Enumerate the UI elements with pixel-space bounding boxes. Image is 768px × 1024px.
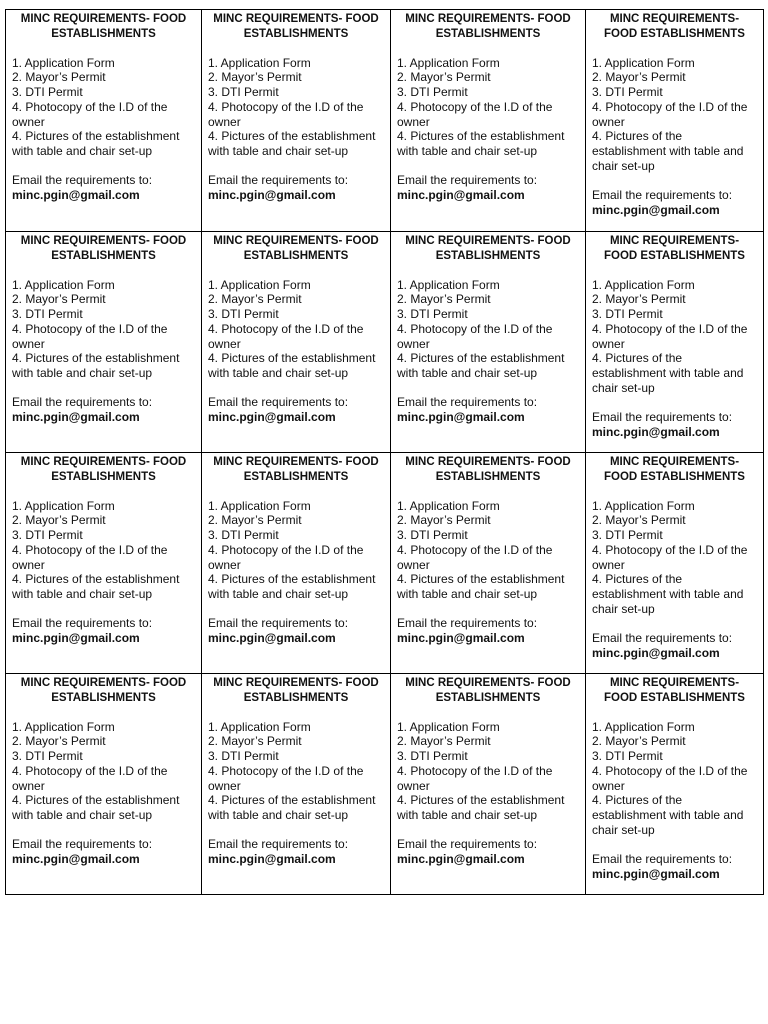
requirement-item: 4. Photocopy of the I.D of the owner	[592, 321, 748, 351]
requirement-item: 1. Application Form	[592, 55, 695, 70]
requirement-item: 3. DTI Permit	[208, 528, 279, 543]
card-title: MINC REQUIREMENTS- FOOD ESTABLISHMENTS	[20, 235, 187, 262]
card-title: MINC REQUIREMENTS- FOOD ESTABLISHMENTS	[20, 677, 187, 704]
requirement-item: 2. Mayor’s Permit	[592, 513, 686, 528]
requirements-list	[592, 720, 757, 838]
requirement-item: 4. Pictures of the establishment with table and chair set-up	[208, 129, 376, 158]
requirement-item: 3. DTI Permit	[208, 85, 279, 100]
email-address: minc.pgin@gmail.com	[12, 631, 140, 645]
requirement-item: 2. Mayor’s Permit	[397, 70, 491, 85]
requirements-list	[12, 278, 195, 381]
requirement-item: 4. Photocopy of the I.D of the owner	[208, 321, 364, 351]
email-instruction: Email the requirements to:	[12, 616, 153, 631]
card-title: MINC REQUIREMENTS- FOOD ESTABLISHMENTS	[604, 677, 745, 704]
requirements-card	[6, 453, 202, 674]
email-instruction: Email the requirements to:	[12, 837, 153, 852]
requirements-list	[397, 720, 579, 823]
requirement-item: 4. Pictures of the establishment with table and chair set-up	[12, 572, 180, 601]
card-title: MINC REQUIREMENTS- FOOD ESTABLISHMENTS	[405, 677, 571, 704]
card-row	[6, 10, 764, 232]
requirements-card	[391, 674, 586, 895]
email-instruction: Email the requirements to:	[397, 173, 538, 188]
email-address: minc.pgin@gmail.com	[208, 188, 336, 202]
requirements-card	[202, 674, 391, 895]
requirements-list	[208, 56, 384, 159]
requirements-list	[208, 278, 384, 381]
requirement-item: 4. Pictures of the establishment with table and chair set-up	[592, 351, 744, 395]
requirement-item: 4. Pictures of the establishment with table and chair set-up	[208, 572, 376, 601]
requirement-item: 3. DTI Permit	[592, 528, 663, 543]
requirement-item: 1. Application Form	[12, 277, 115, 292]
email-address: minc.pgin@gmail.com	[397, 188, 525, 202]
requirement-item: 1. Application Form	[12, 719, 115, 734]
requirements-list	[592, 56, 757, 174]
requirements-list	[208, 499, 384, 602]
requirement-item: 4. Pictures of the establishment with table and chair set-up	[12, 129, 180, 158]
requirement-item: 2. Mayor’s Permit	[12, 292, 106, 307]
email-instruction: Email the requirements to:	[397, 837, 538, 852]
requirements-card	[202, 10, 391, 232]
card-title: MINC REQUIREMENTS- FOOD ESTABLISHMENTS	[213, 456, 379, 483]
email-address: minc.pgin@gmail.com	[208, 410, 336, 424]
email-instruction: Email the requirements to:	[12, 173, 153, 188]
requirement-item: 3. DTI Permit	[592, 85, 663, 100]
card-row	[6, 674, 764, 895]
requirement-item: 4. Photocopy of the I.D of the owner	[397, 763, 553, 793]
requirement-item: 4. Pictures of the establishment with table and chair set-up	[12, 793, 180, 822]
requirement-item: 3. DTI Permit	[592, 749, 663, 764]
requirement-item: 1. Application Form	[592, 498, 695, 513]
email-address: minc.pgin@gmail.com	[397, 852, 525, 866]
card-title: MINC REQUIREMENTS- FOOD ESTABLISHMENTS	[213, 235, 379, 262]
requirement-item: 1. Application Form	[397, 55, 500, 70]
requirement-item: 4. Pictures of the establishment with table and chair set-up	[397, 351, 565, 380]
requirement-item: 1. Application Form	[12, 55, 115, 70]
requirement-item: 4. Photocopy of the I.D of the owner	[12, 321, 168, 351]
card-title: MINC REQUIREMENTS- FOOD ESTABLISHMENTS	[604, 235, 745, 262]
requirements-card	[6, 10, 202, 232]
card-grid-body	[6, 10, 764, 895]
requirement-item: 4. Pictures of the establishment with table and chair set-up	[397, 572, 565, 601]
email-instruction: Email the requirements to:	[592, 410, 733, 424]
requirements-list	[397, 278, 579, 381]
requirements-card	[391, 453, 586, 674]
requirement-item: 1. Application Form	[208, 498, 311, 513]
requirement-item: 2. Mayor’s Permit	[397, 734, 491, 749]
email-address: minc.pgin@gmail.com	[592, 866, 720, 881]
requirement-item: 4. Pictures of the establishment with table and chair set-up	[208, 351, 376, 380]
requirements-list	[397, 499, 579, 602]
requirements-card	[202, 453, 391, 674]
card-title: MINC REQUIREMENTS- FOOD ESTABLISHMENTS	[604, 13, 745, 40]
requirement-item: 1. Application Form	[208, 277, 311, 292]
requirements-list	[12, 56, 195, 159]
email-instruction: Email the requirements to:	[208, 173, 349, 188]
requirement-item: 3. DTI Permit	[397, 528, 468, 543]
requirement-item: 4. Photocopy of the I.D of the owner	[12, 763, 168, 793]
requirement-item: 1. Application Form	[12, 498, 115, 513]
requirements-list	[12, 720, 195, 823]
card-title: MINC REQUIREMENTS- FOOD ESTABLISHMENTS	[20, 13, 187, 40]
requirement-item: 2. Mayor’s Permit	[592, 292, 686, 307]
requirement-item: 4. Photocopy of the I.D of the owner	[397, 542, 553, 572]
requirements-card	[391, 232, 586, 453]
email-address: minc.pgin@gmail.com	[12, 852, 140, 866]
card-title: MINC REQUIREMENTS- FOOD ESTABLISHMENTS	[213, 13, 379, 40]
email-instruction: Email the requirements to:	[208, 616, 349, 631]
requirement-item: 4. Photocopy of the I.D of the owner	[592, 763, 748, 793]
requirement-item: 4. Pictures of the establishment with table and chair set-up	[397, 793, 565, 822]
requirement-item: 2. Mayor’s Permit	[12, 70, 106, 85]
card-title: MINC REQUIREMENTS- FOOD ESTABLISHMENTS	[405, 235, 571, 262]
requirement-item: 4. Photocopy of the I.D of the owner	[397, 321, 553, 351]
requirement-item: 4. Photocopy of the I.D of the owner	[208, 763, 364, 793]
requirements-card	[586, 232, 764, 453]
requirement-item: 4. Photocopy of the I.D of the owner	[592, 99, 748, 129]
requirements-list	[592, 499, 757, 617]
card-row	[6, 232, 764, 453]
requirement-item: 3. DTI Permit	[12, 749, 83, 764]
email-address: minc.pgin@gmail.com	[12, 188, 140, 202]
requirements-card-grid	[5, 9, 764, 895]
requirement-item: 3. DTI Permit	[397, 749, 468, 764]
requirement-item: 3. DTI Permit	[397, 307, 468, 322]
email-address: minc.pgin@gmail.com	[208, 852, 336, 866]
requirements-card	[586, 10, 764, 232]
email-instruction: Email the requirements to:	[12, 395, 153, 410]
card-title: MINC REQUIREMENTS- FOOD ESTABLISHMENTS	[405, 13, 571, 40]
requirement-item: 2. Mayor’s Permit	[208, 734, 302, 749]
requirement-item: 3. DTI Permit	[12, 307, 83, 322]
card-title: MINC REQUIREMENTS- FOOD ESTABLISHMENTS	[20, 456, 187, 483]
requirement-item: 3. DTI Permit	[208, 749, 279, 764]
requirement-item: 2. Mayor’s Permit	[208, 292, 302, 307]
requirement-item: 4. Pictures of the establishment with table and chair set-up	[208, 793, 376, 822]
requirements-card	[6, 232, 202, 453]
email-address: minc.pgin@gmail.com	[208, 631, 336, 645]
requirement-item: 2. Mayor’s Permit	[12, 513, 106, 528]
requirement-item: 3. DTI Permit	[208, 307, 279, 322]
requirement-item: 4. Pictures of the establishment with table and chair set-up	[592, 129, 744, 173]
email-instruction: Email the requirements to:	[397, 616, 538, 631]
requirements-list	[592, 278, 757, 396]
requirement-item: 4. Pictures of the establishment with table and chair set-up	[592, 793, 744, 837]
requirements-card	[6, 674, 202, 895]
requirement-item: 4. Photocopy of the I.D of the owner	[12, 542, 168, 572]
requirement-item: 2. Mayor’s Permit	[592, 734, 686, 749]
requirements-card	[586, 453, 764, 674]
requirement-item: 2. Mayor’s Permit	[397, 513, 491, 528]
requirement-item: 4. Photocopy of the I.D of the owner	[592, 542, 748, 572]
requirement-item: 4. Pictures of the establishment with table and chair set-up	[12, 351, 180, 380]
requirement-item: 4. Photocopy of the I.D of the owner	[397, 99, 553, 129]
email-address: minc.pgin@gmail.com	[592, 424, 720, 439]
email-instruction: Email the requirements to:	[397, 395, 538, 410]
requirement-item: 3. DTI Permit	[12, 528, 83, 543]
email-instruction: Email the requirements to:	[592, 631, 733, 645]
requirement-item: 4. Photocopy of the I.D of the owner	[12, 99, 168, 129]
email-instruction: Email the requirements to:	[208, 395, 349, 410]
email-instruction: Email the requirements to:	[592, 188, 733, 202]
requirements-card	[202, 232, 391, 453]
email-instruction: Email the requirements to:	[592, 852, 733, 866]
requirement-item: 1. Application Form	[208, 55, 311, 70]
requirement-item: 4. Photocopy of the I.D of the owner	[208, 99, 364, 129]
email-address: minc.pgin@gmail.com	[397, 631, 525, 645]
requirement-item: 2. Mayor’s Permit	[12, 734, 106, 749]
requirement-item: 1. Application Form	[592, 277, 695, 292]
requirements-card	[391, 10, 586, 232]
email-instruction: Email the requirements to:	[208, 837, 349, 852]
requirement-item: 3. DTI Permit	[397, 85, 468, 100]
requirement-item: 4. Photocopy of the I.D of the owner	[208, 542, 364, 572]
card-title: MINC REQUIREMENTS- FOOD ESTABLISHMENTS	[405, 456, 571, 483]
email-address: minc.pgin@gmail.com	[397, 410, 525, 424]
requirements-card	[586, 674, 764, 895]
requirements-list	[397, 56, 579, 159]
requirement-item: 1. Application Form	[397, 277, 500, 292]
requirement-item: 2. Mayor’s Permit	[208, 513, 302, 528]
requirement-item: 1. Application Form	[592, 719, 695, 734]
requirements-list	[12, 499, 195, 602]
card-title: MINC REQUIREMENTS- FOOD ESTABLISHMENTS	[604, 456, 745, 483]
email-address: minc.pgin@gmail.com	[12, 410, 140, 424]
email-address: minc.pgin@gmail.com	[592, 202, 720, 217]
requirement-item: 2. Mayor’s Permit	[397, 292, 491, 307]
requirement-item: 4. Pictures of the establishment with table and chair set-up	[592, 572, 744, 616]
requirement-item: 2. Mayor’s Permit	[592, 70, 686, 85]
card-row	[6, 453, 764, 674]
requirements-list	[208, 720, 384, 823]
requirement-item: 3. DTI Permit	[12, 85, 83, 100]
requirement-item: 1. Application Form	[397, 719, 500, 734]
requirement-item: 1. Application Form	[397, 498, 500, 513]
requirement-item: 2. Mayor’s Permit	[208, 70, 302, 85]
requirement-item: 1. Application Form	[208, 719, 311, 734]
requirement-item: 3. DTI Permit	[592, 307, 663, 322]
email-address: minc.pgin@gmail.com	[592, 645, 720, 660]
card-title: MINC REQUIREMENTS- FOOD ESTABLISHMENTS	[213, 677, 379, 704]
requirement-item: 4. Pictures of the establishment with table and chair set-up	[397, 129, 565, 158]
